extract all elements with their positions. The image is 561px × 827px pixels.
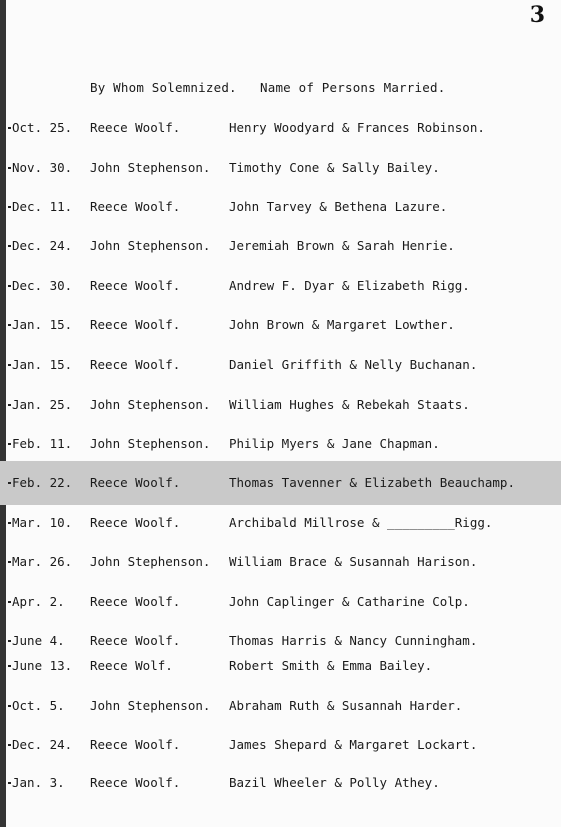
entry-officiant: Reece Woolf. (90, 775, 181, 790)
list-item (0, 433, 561, 455)
entry-date: Jan. 15. (12, 357, 73, 372)
margin-mark (8, 364, 11, 366)
list-item (0, 394, 561, 416)
entry-officiant: John Stephenson. (90, 397, 211, 412)
entry-officiant: John Stephenson. (90, 238, 211, 253)
list-item (0, 117, 561, 139)
entry-officiant: Reece Woolf. (90, 633, 181, 648)
list-item (0, 695, 561, 717)
page-number: 3 (529, 2, 545, 28)
margin-mark (8, 206, 11, 208)
entry-officiant: Reece Woolf. (90, 199, 181, 214)
entry-officiant: Reece Woolf. (90, 120, 181, 135)
list-item (0, 772, 561, 794)
entry-date: June 13. (12, 658, 73, 673)
entry-names: Andrew F. Dyar & Elizabeth Rigg. (229, 278, 470, 293)
list-item (0, 196, 561, 218)
entry-officiant: John Stephenson. (90, 160, 211, 175)
entry-date: Dec. 24. (12, 238, 73, 253)
entry-date: Jan. 25. (12, 397, 73, 412)
entry-date: Jan. 3. (12, 775, 65, 790)
entry-officiant: Reece Woolf. (90, 278, 181, 293)
list-item (0, 512, 561, 534)
margin-mark (8, 782, 11, 784)
margin-mark (8, 561, 11, 563)
entry-names: Bazil Wheeler & Polly Athey. (229, 775, 440, 790)
list-item (0, 354, 561, 376)
entry-date: Dec. 24. (12, 737, 73, 752)
entry-names: John Brown & Margaret Lowther. (229, 317, 455, 332)
list-item (0, 235, 561, 257)
margin-mark (8, 167, 11, 169)
entry-names: William Hughes & Rebekah Staats. (229, 397, 470, 412)
list-item (0, 157, 561, 179)
entry-names: Thomas Tavenner & Elizabeth Beauchamp. (229, 475, 515, 490)
entry-date: Oct. 5. (12, 698, 65, 713)
entry-names: John Caplinger & Catharine Colp. (229, 594, 470, 609)
entry-officiant: John Stephenson. (90, 436, 211, 451)
entry-officiant: Reece Woolf. (90, 357, 181, 372)
entry-names: John Tarvey & Bethena Lazure. (229, 199, 448, 214)
list-item (0, 275, 561, 297)
entry-date: Apr. 2. (12, 594, 65, 609)
entry-names: Henry Woodyard & Frances Robinson. (229, 120, 485, 135)
margin-mark (8, 245, 11, 247)
entry-names: Jeremiah Brown & Sarah Henrie. (229, 238, 455, 253)
entry-officiant: John Stephenson. (90, 554, 211, 569)
entry-officiant: Reece Woolf. (90, 737, 181, 752)
margin-mark (8, 127, 11, 129)
margin-mark (8, 285, 11, 287)
entry-date: June 4. (12, 633, 65, 648)
column-header (0, 80, 561, 98)
entry-date: Feb. 11. (12, 436, 73, 451)
entry-officiant: Reece Woolf. (90, 594, 181, 609)
list-item (0, 591, 561, 613)
entry-officiant: Reece Wolf. (90, 658, 173, 673)
header-by-whom: By Whom Solemnized. (90, 80, 237, 95)
margin-mark (8, 705, 11, 707)
entry-date: Mar. 10. (12, 515, 73, 530)
entry-date: Dec. 30. (12, 278, 73, 293)
margin-mark (8, 665, 11, 667)
entry-date: Nov. 30. (12, 160, 73, 175)
entry-names: Daniel Griffith & Nelly Buchanan. (229, 357, 478, 372)
entry-date: Oct. 25. (12, 120, 73, 135)
list-item (0, 314, 561, 336)
entry-names: William Brace & Susannah Harison. (229, 554, 478, 569)
entry-officiant: Reece Woolf. (90, 515, 181, 530)
list-item (0, 630, 561, 652)
entry-officiant: Reece Woolf. (90, 475, 181, 490)
entry-date: Feb. 22. (12, 475, 73, 490)
list-item (0, 655, 561, 677)
margin-mark (8, 482, 11, 484)
entry-names: Robert Smith & Emma Bailey. (229, 658, 433, 673)
entry-officiant: John Stephenson. (90, 698, 211, 713)
margin-mark (8, 640, 11, 642)
list-item (0, 734, 561, 756)
margin-mark (8, 522, 11, 524)
margin-mark (8, 443, 11, 445)
entry-names: James Shepard & Margaret Lockart. (229, 737, 478, 752)
margin-mark (8, 744, 11, 746)
margin-mark (8, 601, 11, 603)
entry-names: Philip Myers & Jane Chapman. (229, 436, 440, 451)
header-names: Name of Persons Married. (260, 80, 446, 95)
entry-date: Jan. 15. (12, 317, 73, 332)
list-item (0, 551, 561, 573)
entry-names: Abraham Ruth & Susannah Harder. (229, 698, 463, 713)
entry-officiant: Reece Woolf. (90, 317, 181, 332)
entry-names: Timothy Cone & Sally Bailey. (229, 160, 440, 175)
list-item (0, 461, 561, 505)
entry-names: Thomas Harris & Nancy Cunningham. (229, 633, 478, 648)
margin-mark (8, 324, 11, 326)
entry-date: Dec. 11. (12, 199, 73, 214)
margin-mark (8, 404, 11, 406)
entry-date: Mar. 26. (12, 554, 73, 569)
entry-names: Archibald Millrose & _________Rigg. (229, 515, 493, 530)
